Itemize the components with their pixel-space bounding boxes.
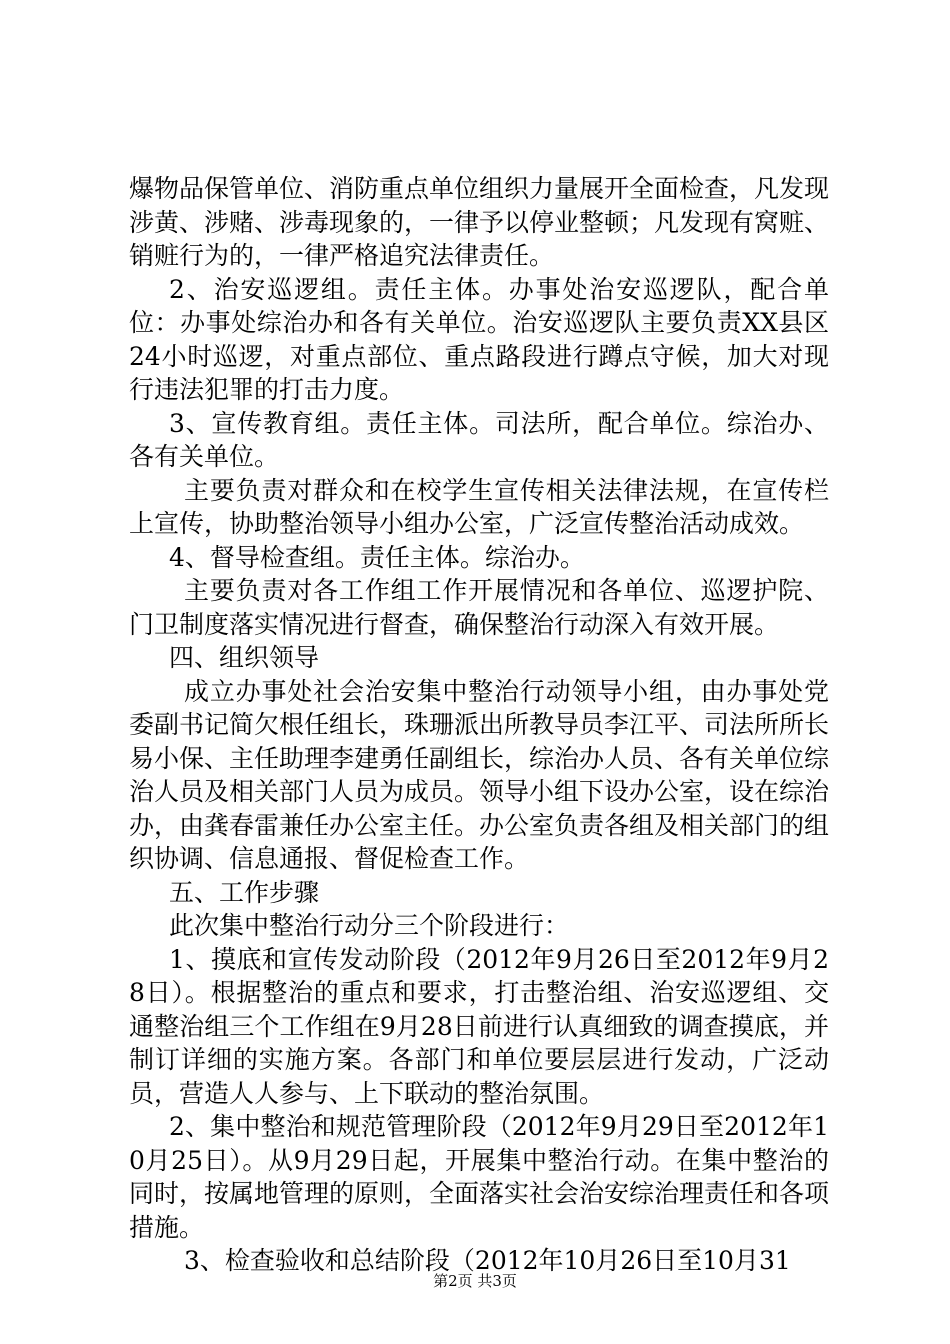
paragraph: 2、治安巡逻组。责任主体。办事处治安巡逻队，配合单位：办事处综治办和各有关单位。治安巡逻队主要负责XX县区24小时巡逻，对重点部位、重点路段进行蹲点守候，加大对现行违法犯罪的打击力度。 bbox=[129, 274, 829, 404]
paragraph: 1、摸底和宣传发动阶段（2012年9月26日至2012年9月28日）。根据整治的重点和要求，打击整治组、治安巡逻组、交通整治组三个工作组在9月28日前进行认真细致的调查摸底，并制订详细的实施方案。各部门和单位要层层进行发动，广泛动员，营造人人参与、上下联动的整治氛围。 bbox=[129, 944, 829, 1108]
paragraph: 4、督导检查组。责任主体。综治办。 bbox=[169, 542, 585, 572]
section-heading: 四、组织领导 bbox=[169, 643, 320, 672]
paragraph: 3、检查验收和总结阶段（2012年10月26日至10月31 bbox=[184, 1246, 791, 1275]
paragraph: 主要负责对群众和在校学生宣传相关法律法规，在宣传栏上宣传，协助整治领导小组办公室，广泛宣传整治活动成效。 bbox=[129, 475, 829, 538]
document-body bbox=[129, 172, 829, 1278]
paragraph: 此次集中整治行动分三个阶段进行： bbox=[169, 911, 570, 940]
section-heading: 五、工作步骤 bbox=[169, 877, 320, 907]
paragraph: 3、宣传教育组。责任主体。司法所，配合单位。综治办、各有关单位。 bbox=[129, 408, 829, 471]
paragraph: 主要负责对各工作组工作开展情况和各单位、巡逻护院、门卫制度落实情况进行督查，确保整治行动深入有效开展。 bbox=[129, 576, 829, 639]
paragraph: 爆物品保管单位、消防重点单位组织力量展开全面检查，凡发现涉黄、涉赌、涉毒现象的，一律予以停业整顿；凡发现有窝赃、销赃行为的，一律严格追究法律责任。 bbox=[129, 174, 830, 270]
page-number-footer: 第2页 共3页 bbox=[433, 1272, 517, 1290]
paragraph: 2、集中整治和规范管理阶段（2012年9月29日至2012年10月25日）。从9月29日起，开展集中整治行动。在集中整治的同时，按属地管理的原则，全面落实社会治安综治理责任和各项措施。 bbox=[129, 1112, 830, 1242]
paragraph: 成立办事处社会治安集中整治行动领导小组，由办事处党委副书记简欠根任组长，珠珊派出所教导员李江平、司法所所长易小保、主任助理李建勇任副组长，综治办人员、各有关单位综治人员及相关部门人员为成员。领导小组下设办公室，设在综治办，由龚春雷兼任办公室主任。办公室负责各组及相关部门的组织协调、信息通报、督促检查工作。 bbox=[129, 676, 830, 873]
